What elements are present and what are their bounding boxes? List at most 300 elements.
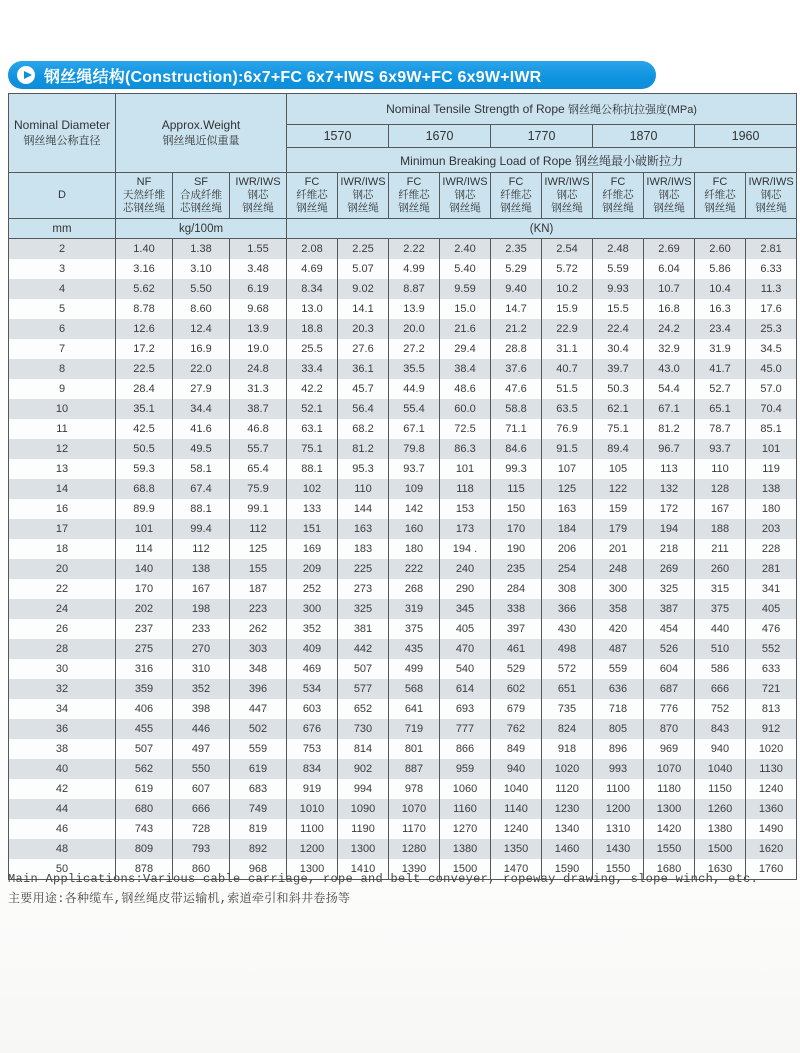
value-cell: 325 <box>644 579 695 599</box>
value-cell: 559 <box>593 659 644 679</box>
value-cell: 1550 <box>644 839 695 859</box>
value-cell: 918 <box>542 739 593 759</box>
value-cell: 1200 <box>287 839 338 859</box>
value-cell: 27.6 <box>338 339 389 359</box>
value-cell: 270 <box>173 639 230 659</box>
value-cell: 38.7 <box>230 399 287 419</box>
header-nominal-diameter-zh: 钢丝绳公称直径 <box>23 135 101 147</box>
value-cell: 269 <box>644 559 695 579</box>
value-cell: 150 <box>491 499 542 519</box>
value-cell: 552 <box>746 639 797 659</box>
value-cell: 75.1 <box>593 419 644 439</box>
value-cell: 16.3 <box>695 299 746 319</box>
value-cell: 138 <box>173 559 230 579</box>
value-cell: 107 <box>542 459 593 479</box>
header-approx-weight-en: Approx.Weight <box>161 118 241 132</box>
table-row <box>9 379 797 399</box>
strength-grade: 1770 <box>491 125 593 148</box>
value-cell: 54.4 <box>644 379 695 399</box>
value-cell: 728 <box>173 819 230 839</box>
value-cell: 115 <box>491 479 542 499</box>
value-cell: 13.9 <box>230 319 287 339</box>
value-cell: 223 <box>230 599 287 619</box>
value-cell: 1040 <box>491 779 542 799</box>
value-cell: 730 <box>338 719 389 739</box>
value-cell: 308 <box>542 579 593 599</box>
value-cell: 65.4 <box>230 459 287 479</box>
diameter-cell: 46 <box>9 819 116 839</box>
value-cell: 777 <box>440 719 491 739</box>
value-cell: 138 <box>746 479 797 499</box>
value-cell: 586 <box>695 659 746 679</box>
value-cell: 604 <box>644 659 695 679</box>
value-cell: 13.0 <box>287 299 338 319</box>
header-tensile-strength <box>287 94 797 125</box>
value-cell: 17.6 <box>746 299 797 319</box>
value-cell: 99.1 <box>230 499 287 519</box>
value-cell: 614 <box>440 679 491 699</box>
value-cell: 65.1 <box>695 399 746 419</box>
value-cell: 222 <box>389 559 440 579</box>
value-cell: 510 <box>695 639 746 659</box>
value-cell: 1550 <box>593 859 644 880</box>
value-cell: 112 <box>230 519 287 539</box>
table-row <box>9 499 797 519</box>
value-cell: 34.4 <box>173 399 230 419</box>
diameter-cell: 12 <box>9 439 116 459</box>
value-cell: 8.87 <box>389 279 440 299</box>
value-cell: 1120 <box>542 779 593 799</box>
value-cell: 577 <box>338 679 389 699</box>
value-cell: 559 <box>230 739 287 759</box>
value-cell: 762 <box>491 719 542 739</box>
value-cell: 203 <box>746 519 797 539</box>
diameter-cell: 28 <box>9 639 116 659</box>
value-cell: 849 <box>491 739 542 759</box>
value-cell: 20.3 <box>338 319 389 339</box>
value-cell: 10.7 <box>644 279 695 299</box>
value-cell: 1590 <box>542 859 593 880</box>
value-cell: 1430 <box>593 839 644 859</box>
value-cell: 28.8 <box>491 339 542 359</box>
value-cell: 22.4 <box>593 319 644 339</box>
value-cell: 619 <box>230 759 287 779</box>
value-cell: 300 <box>593 579 644 599</box>
value-cell: 22.5 <box>116 359 173 379</box>
value-cell: 813 <box>746 699 797 719</box>
value-cell: 206 <box>542 539 593 559</box>
strength-grade: 1870 <box>593 125 695 148</box>
value-cell: 455 <box>116 719 173 739</box>
value-cell: 55.4 <box>389 399 440 419</box>
value-cell: 562 <box>116 759 173 779</box>
value-cell: 235 <box>491 559 542 579</box>
header-breaking-load-en: Minimun Breaking Load of Rope <box>400 153 572 168</box>
value-cell: 237 <box>116 619 173 639</box>
table-row <box>9 259 797 279</box>
value-cell: 396 <box>230 679 287 699</box>
table-row <box>9 799 797 819</box>
value-cell: 397 <box>491 619 542 639</box>
value-cell: 125 <box>230 539 287 559</box>
value-cell: 9.59 <box>440 279 491 299</box>
diameter-cell: 17 <box>9 519 116 539</box>
value-cell: 63.1 <box>287 419 338 439</box>
value-cell: 1140 <box>491 799 542 819</box>
value-cell: 110 <box>338 479 389 499</box>
value-cell: 172 <box>644 499 695 519</box>
value-cell: 128 <box>695 479 746 499</box>
value-cell: 1310 <box>593 819 644 839</box>
diameter-cell: 10 <box>9 399 116 419</box>
value-cell: 228 <box>746 539 797 559</box>
value-cell: 262 <box>230 619 287 639</box>
value-cell: 194 <box>644 519 695 539</box>
value-cell: 5.86 <box>695 259 746 279</box>
value-cell: 735 <box>542 699 593 719</box>
value-cell: 52.1 <box>287 399 338 419</box>
value-cell: 24.8 <box>230 359 287 379</box>
play-triangle <box>24 71 32 79</box>
value-cell: 1630 <box>695 859 746 880</box>
value-cell: 27.9 <box>173 379 230 399</box>
column-header: NF 天然纤维 芯钢丝绳 <box>116 173 173 219</box>
value-cell: 435 <box>389 639 440 659</box>
value-cell: 119 <box>746 459 797 479</box>
value-cell: 753 <box>287 739 338 759</box>
value-cell: 1180 <box>644 779 695 799</box>
value-cell: 57.0 <box>746 379 797 399</box>
value-cell: 1070 <box>644 759 695 779</box>
diameter-cell: 3 <box>9 259 116 279</box>
value-cell: 3.16 <box>116 259 173 279</box>
value-cell: 398 <box>173 699 230 719</box>
value-cell: 70.4 <box>746 399 797 419</box>
value-cell: 9.40 <box>491 279 542 299</box>
value-cell: 21.2 <box>491 319 542 339</box>
value-cell: 1420 <box>644 819 695 839</box>
value-cell: 31.3 <box>230 379 287 399</box>
value-cell: 72.5 <box>440 419 491 439</box>
column-header: FC 纤维芯 钢丝绳 <box>593 173 644 219</box>
value-cell: 93.7 <box>389 459 440 479</box>
value-cell: 1150 <box>695 779 746 799</box>
value-cell: 51.5 <box>542 379 593 399</box>
value-cell: 801 <box>389 739 440 759</box>
value-cell: 180 <box>389 539 440 559</box>
strength-grade: 1960 <box>695 125 797 148</box>
value-cell: 721 <box>746 679 797 699</box>
diameter-cell: 34 <box>9 699 116 719</box>
value-cell: 144 <box>338 499 389 519</box>
value-cell: 896 <box>593 739 644 759</box>
value-cell: 2.08 <box>287 239 338 260</box>
value-cell: 91.5 <box>542 439 593 459</box>
value-cell: 502 <box>230 719 287 739</box>
value-cell: 105 <box>593 459 644 479</box>
table-row <box>9 459 797 479</box>
value-cell: 45.7 <box>338 379 389 399</box>
value-cell: 1240 <box>746 779 797 799</box>
value-cell: 1300 <box>287 859 338 880</box>
value-cell: 170 <box>491 519 542 539</box>
value-cell: 8.34 <box>287 279 338 299</box>
value-cell: 1490 <box>746 819 797 839</box>
value-cell: 1380 <box>695 819 746 839</box>
value-cell: 526 <box>644 639 695 659</box>
diameter-cell: 44 <box>9 799 116 819</box>
value-cell: 1.40 <box>116 239 173 260</box>
value-cell: 5.50 <box>173 279 230 299</box>
value-cell: 209 <box>287 559 338 579</box>
table-row <box>9 439 797 459</box>
value-cell: 315 <box>695 579 746 599</box>
value-cell: 1160 <box>440 799 491 819</box>
value-cell: 387 <box>644 599 695 619</box>
value-cell: 36.1 <box>338 359 389 379</box>
value-cell: 101 <box>116 519 173 539</box>
value-cell: 101 <box>440 459 491 479</box>
value-cell: 71.1 <box>491 419 542 439</box>
value-cell: 651 <box>542 679 593 699</box>
value-cell: 38.4 <box>440 359 491 379</box>
table-row <box>9 559 797 579</box>
value-cell: 2.54 <box>542 239 593 260</box>
value-cell: 1060 <box>440 779 491 799</box>
value-cell: 22.0 <box>173 359 230 379</box>
value-cell: 248 <box>593 559 644 579</box>
diameter-cell: 6 <box>9 319 116 339</box>
column-header: IWR/IWS 钢芯 钢丝绳 <box>746 173 797 219</box>
value-cell: 325 <box>338 599 389 619</box>
table-row <box>9 759 797 779</box>
value-cell: 793 <box>173 839 230 859</box>
value-cell: 25.5 <box>287 339 338 359</box>
table-row <box>9 479 797 499</box>
value-cell: 218 <box>644 539 695 559</box>
value-cell: 507 <box>338 659 389 679</box>
value-cell: 240 <box>440 559 491 579</box>
value-cell: 550 <box>173 759 230 779</box>
value-cell: 470 <box>440 639 491 659</box>
value-cell: 16.9 <box>173 339 230 359</box>
value-cell: 1620 <box>746 839 797 859</box>
value-cell: 568 <box>389 679 440 699</box>
diameter-cell: 5 <box>9 299 116 319</box>
value-cell: 163 <box>542 499 593 519</box>
section-title-bar <box>8 61 656 89</box>
value-cell: 275 <box>116 639 173 659</box>
column-header: IWR/IWS 钢芯 钢丝绳 <box>440 173 491 219</box>
value-cell: 5.59 <box>593 259 644 279</box>
header-nominal-diameter <box>9 94 116 173</box>
rope-spec-table <box>8 93 797 880</box>
value-cell: 358 <box>593 599 644 619</box>
value-cell: 151 <box>287 519 338 539</box>
value-cell: 752 <box>695 699 746 719</box>
value-cell: 652 <box>338 699 389 719</box>
value-cell: 993 <box>593 759 644 779</box>
value-cell: 607 <box>173 779 230 799</box>
column-headers-row <box>9 173 797 219</box>
value-cell: 284 <box>491 579 542 599</box>
value-cell: 99.4 <box>173 519 230 539</box>
header-tensile-strength-zh: 钢丝绳公称抗拉强度(MPa) <box>568 104 697 116</box>
column-header: D <box>9 173 116 219</box>
table-row <box>9 299 797 319</box>
value-cell: 824 <box>542 719 593 739</box>
value-cell: 101 <box>746 439 797 459</box>
play-icon <box>17 66 35 84</box>
value-cell: 843 <box>695 719 746 739</box>
value-cell: 892 <box>230 839 287 859</box>
value-cell: 5.29 <box>491 259 542 279</box>
diameter-cell: 22 <box>9 579 116 599</box>
table-row <box>9 819 797 839</box>
value-cell: 180 <box>746 499 797 519</box>
value-cell: 20.0 <box>389 319 440 339</box>
value-cell: 1460 <box>542 839 593 859</box>
footer-applications <box>8 869 792 909</box>
value-cell: 167 <box>695 499 746 519</box>
table-row <box>9 339 797 359</box>
column-header: FC 纤维芯 钢丝绳 <box>389 173 440 219</box>
column-header: FC 纤维芯 钢丝绳 <box>287 173 338 219</box>
value-cell: 1040 <box>695 759 746 779</box>
value-cell: 809 <box>116 839 173 859</box>
value-cell: 866 <box>440 739 491 759</box>
table-row <box>9 839 797 859</box>
value-cell: 602 <box>491 679 542 699</box>
value-cell: 9.93 <box>593 279 644 299</box>
value-cell: 30.4 <box>593 339 644 359</box>
value-cell: 2.25 <box>338 239 389 260</box>
value-cell: 43.0 <box>644 359 695 379</box>
diameter-cell: 18 <box>9 539 116 559</box>
value-cell: 254 <box>542 559 593 579</box>
diameter-cell: 13 <box>9 459 116 479</box>
table-row <box>9 239 797 260</box>
value-cell: 507 <box>116 739 173 759</box>
value-cell: 273 <box>338 579 389 599</box>
diameter-cell: 8 <box>9 359 116 379</box>
value-cell: 28.4 <box>116 379 173 399</box>
table-row <box>9 319 797 339</box>
value-cell: 776 <box>644 699 695 719</box>
value-cell: 2.22 <box>389 239 440 260</box>
value-cell: 167 <box>173 579 230 599</box>
value-cell: 40.7 <box>542 359 593 379</box>
header-tensile-strength-en: Nominal Tensile Strength of Rope <box>386 102 565 116</box>
value-cell: 1470 <box>491 859 542 880</box>
value-cell: 109 <box>389 479 440 499</box>
value-cell: 10.2 <box>542 279 593 299</box>
value-cell: 32.9 <box>644 339 695 359</box>
value-cell: 2.69 <box>644 239 695 260</box>
value-cell: 430 <box>542 619 593 639</box>
value-cell: 56.4 <box>338 399 389 419</box>
value-cell: 29.4 <box>440 339 491 359</box>
value-cell: 1410 <box>338 859 389 880</box>
value-cell: 912 <box>746 719 797 739</box>
value-cell: 96.7 <box>644 439 695 459</box>
value-cell: 1010 <box>287 799 338 819</box>
value-cell: 1230 <box>542 799 593 819</box>
value-cell: 683 <box>230 779 287 799</box>
value-cell: 1500 <box>695 839 746 859</box>
value-cell: 687 <box>644 679 695 699</box>
value-cell: 41.6 <box>173 419 230 439</box>
value-cell: 5.07 <box>338 259 389 279</box>
header-nominal-diameter-en: Nominal Diameter <box>13 118 111 132</box>
column-header: FC 纤维芯 钢丝绳 <box>491 173 542 219</box>
value-cell: 79.8 <box>389 439 440 459</box>
value-cell: 1100 <box>593 779 644 799</box>
value-cell: 31.9 <box>695 339 746 359</box>
value-cell: 45.0 <box>746 359 797 379</box>
value-cell: 75.9 <box>230 479 287 499</box>
value-cell: 406 <box>116 699 173 719</box>
value-cell: 447 <box>230 699 287 719</box>
value-cell: 22.9 <box>542 319 593 339</box>
column-header: IWR/IWS 钢芯 钢丝绳 <box>338 173 389 219</box>
strength-grade: 1570 <box>287 125 389 148</box>
table-row <box>9 279 797 299</box>
header-approx-weight <box>116 94 287 173</box>
value-cell: 969 <box>644 739 695 759</box>
value-cell: 18.8 <box>287 319 338 339</box>
table-row <box>9 659 797 679</box>
value-cell: 476 <box>746 619 797 639</box>
value-cell: 48.6 <box>440 379 491 399</box>
value-cell: 118 <box>440 479 491 499</box>
value-cell: 6.19 <box>230 279 287 299</box>
table-row <box>9 639 797 659</box>
value-cell: 21.6 <box>440 319 491 339</box>
value-cell: 603 <box>287 699 338 719</box>
value-cell: 35.1 <box>116 399 173 419</box>
value-cell: 338 <box>491 599 542 619</box>
value-cell: 2.48 <box>593 239 644 260</box>
value-cell: 39.7 <box>593 359 644 379</box>
value-cell: 153 <box>440 499 491 519</box>
value-cell: 15.5 <box>593 299 644 319</box>
unit-load: (KN) <box>287 219 797 239</box>
value-cell: 202 <box>116 599 173 619</box>
value-cell: 3.10 <box>173 259 230 279</box>
value-cell: 52.7 <box>695 379 746 399</box>
value-cell: 461 <box>491 639 542 659</box>
header-approx-weight-zh: 钢丝绳近似重量 <box>162 135 240 147</box>
diameter-cell: 2 <box>9 239 116 260</box>
value-cell: 680 <box>116 799 173 819</box>
value-cell: 1340 <box>542 819 593 839</box>
table-row <box>9 539 797 559</box>
value-cell: 78.7 <box>695 419 746 439</box>
value-cell: 814 <box>338 739 389 759</box>
value-cell: 636 <box>593 679 644 699</box>
value-cell: 155 <box>230 559 287 579</box>
value-cell: 2.40 <box>440 239 491 260</box>
value-cell: 440 <box>695 619 746 639</box>
column-header: IWR/IWS 钢芯 钢丝绳 <box>542 173 593 219</box>
value-cell: 719 <box>389 719 440 739</box>
value-cell: 198 <box>173 599 230 619</box>
value-cell: 125 <box>542 479 593 499</box>
value-cell: 805 <box>593 719 644 739</box>
value-cell: 188 <box>695 519 746 539</box>
unit-weight: kg/100m <box>116 219 287 239</box>
